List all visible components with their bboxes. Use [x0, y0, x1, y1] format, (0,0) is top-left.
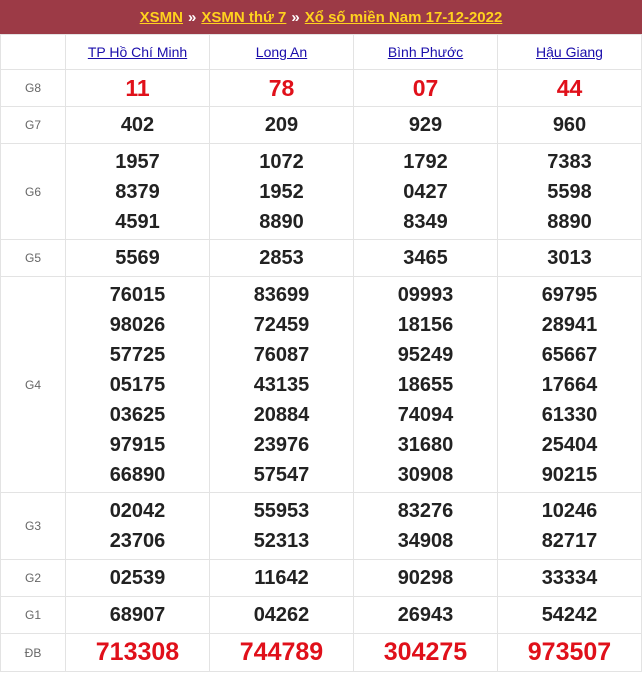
prize-number: 95249	[397, 343, 454, 366]
prize-number: 66890	[109, 463, 166, 486]
prize-number: 10246	[541, 500, 598, 522]
prize-number: 09993	[397, 283, 454, 306]
prize-cell	[66, 597, 210, 634]
province-link-binh-phuoc[interactable]: Bình Phước	[387, 44, 464, 60]
prize-number: 07	[412, 74, 439, 101]
prize-number: 90298	[397, 567, 454, 589]
prize-number: 76087	[253, 343, 310, 366]
prize-row-đb	[1, 634, 642, 672]
prize-number: 68907	[109, 604, 166, 626]
empty-header-cell	[1, 35, 66, 70]
prize-number: 744789	[239, 638, 324, 666]
prize-number: 20884	[253, 403, 310, 426]
prize-number: 03625	[109, 403, 166, 426]
prize-cell	[66, 70, 210, 107]
prize-number: 83276	[397, 500, 454, 522]
prize-row-g1	[1, 597, 642, 634]
prize-number: 5569	[115, 247, 160, 269]
province-link-hcm[interactable]: TP Hồ Chí Minh	[87, 44, 188, 60]
prize-number: 713308	[95, 638, 180, 666]
prize-number: 3013	[547, 247, 592, 269]
prize-cell	[498, 560, 642, 597]
prize-number: 26943	[397, 604, 454, 626]
prize-label: G8	[1, 70, 66, 107]
prize-cell	[354, 240, 498, 277]
prize-number: 54242	[541, 604, 598, 626]
prize-number: 8379	[115, 180, 160, 203]
prize-row-g5	[1, 240, 642, 277]
prize-number: 97915	[109, 433, 166, 456]
prize-label: G4	[1, 277, 66, 493]
prize-number: 1952	[259, 180, 304, 203]
prize-number: 04262	[253, 604, 310, 626]
prize-cell	[498, 634, 642, 672]
prize-cell	[210, 144, 354, 240]
prize-cell	[210, 493, 354, 560]
prize-number: 02042	[109, 500, 166, 522]
prize-label: G7	[1, 107, 66, 144]
prize-number: 61330	[541, 403, 598, 426]
prize-cell	[210, 560, 354, 597]
prize-cell	[210, 107, 354, 144]
prize-number: 55953	[253, 500, 310, 522]
prize-number: 18156	[397, 313, 454, 336]
prize-cell	[354, 144, 498, 240]
province-header-row	[1, 35, 642, 70]
prize-cell	[66, 144, 210, 240]
prize-number: 1792	[403, 150, 448, 173]
prize-cell	[66, 493, 210, 560]
prize-cell	[498, 240, 642, 277]
prize-number: 31680	[397, 433, 454, 456]
prize-number: 65667	[541, 343, 598, 366]
breadcrumb-separator: »	[188, 8, 197, 26]
prize-label: G2	[1, 560, 66, 597]
prize-number: 72459	[253, 313, 310, 336]
prize-cell	[354, 493, 498, 560]
prize-cell	[66, 634, 210, 672]
prize-number: 33334	[541, 567, 598, 589]
province-header	[498, 35, 642, 70]
prize-label: G1	[1, 597, 66, 634]
prize-number: 8349	[403, 210, 448, 233]
prize-number: 304275	[383, 638, 468, 666]
prize-rows	[1, 70, 642, 672]
prize-cell	[498, 144, 642, 240]
prize-number: 57725	[109, 343, 166, 366]
prize-cell	[66, 560, 210, 597]
prize-number: 57547	[253, 463, 310, 486]
prize-cell	[210, 240, 354, 277]
prize-cell	[354, 634, 498, 672]
prize-cell	[498, 107, 642, 144]
breadcrumb-day-link[interactable]: XSMN thứ 7	[201, 8, 287, 26]
prize-number: 5598	[547, 180, 592, 203]
prize-label: G5	[1, 240, 66, 277]
province-header	[354, 35, 498, 70]
prize-cell	[210, 70, 354, 107]
prize-number: 8890	[259, 210, 304, 233]
prize-cell	[498, 493, 642, 560]
prize-row-g3	[1, 493, 642, 560]
prize-cell	[210, 634, 354, 672]
prize-cell	[354, 597, 498, 634]
prize-number: 8890	[547, 210, 592, 233]
prize-cell	[66, 277, 210, 493]
prize-number: 25404	[541, 433, 598, 456]
prize-cell	[210, 597, 354, 634]
prize-number: 76015	[109, 283, 166, 306]
prize-label: G3	[1, 493, 66, 560]
prize-number: 402	[120, 114, 155, 136]
prize-label: G6	[1, 144, 66, 240]
breadcrumb-title-link[interactable]: Xổ số miền Nam 17-12-2022	[304, 8, 503, 26]
prize-number: 23706	[109, 530, 166, 552]
prize-cell	[498, 277, 642, 493]
prize-number: 78	[268, 74, 295, 101]
prize-number: 973507	[527, 638, 612, 666]
prize-number: 23976	[253, 433, 310, 456]
prize-cell	[66, 107, 210, 144]
prize-cell	[354, 560, 498, 597]
prize-row-g7	[1, 107, 642, 144]
prize-number: 1072	[259, 150, 304, 173]
prize-number: 929	[408, 114, 443, 136]
prize-cell	[354, 277, 498, 493]
prize-number: 98026	[109, 313, 166, 336]
province-header	[210, 35, 354, 70]
prize-row-g2	[1, 560, 642, 597]
breadcrumb	[0, 0, 642, 34]
prize-number: 43135	[253, 373, 310, 396]
prize-number: 960	[552, 114, 587, 136]
prize-cell	[498, 597, 642, 634]
province-link-hau-giang[interactable]: Hậu Giang	[536, 44, 603, 60]
prize-number: 18655	[397, 373, 454, 396]
prize-number: 3465	[403, 247, 448, 269]
prize-number: 90215	[541, 463, 598, 486]
prize-cell	[210, 277, 354, 493]
prize-number: 02539	[109, 567, 166, 589]
prize-cell	[354, 107, 498, 144]
prize-row-g8	[1, 70, 642, 107]
prize-number: 82717	[541, 530, 598, 552]
province-header	[66, 35, 210, 70]
prize-number: 52313	[253, 530, 310, 552]
prize-number: 30908	[397, 463, 454, 486]
breadcrumb-separator: »	[291, 8, 300, 26]
prize-number: 7383	[547, 150, 592, 173]
prize-number: 11	[125, 74, 150, 101]
prize-number: 05175	[109, 373, 166, 396]
prize-number: 17664	[541, 373, 598, 396]
prize-number: 44	[556, 74, 583, 101]
prize-number: 28941	[541, 313, 598, 336]
prize-number: 1957	[115, 150, 160, 173]
breadcrumb-xsmn-link[interactable]: XSMN	[139, 8, 183, 26]
prize-cell	[66, 240, 210, 277]
prize-number: 209	[264, 114, 299, 136]
prize-row-g6	[1, 144, 642, 240]
prize-number: 2853	[259, 247, 304, 269]
prize-number: 69795	[541, 283, 598, 306]
prize-number: 4591	[115, 210, 160, 233]
prize-number: 34908	[397, 530, 454, 552]
province-link-long-an[interactable]: Long An	[255, 44, 308, 60]
prize-row-g4	[1, 277, 642, 493]
prize-number: 83699	[253, 283, 310, 306]
prize-number: 74094	[397, 403, 454, 426]
prize-cell	[498, 70, 642, 107]
prize-label: ĐB	[1, 634, 66, 672]
prize-number: 0427	[403, 180, 448, 203]
results-table	[0, 34, 642, 672]
prize-cell	[354, 70, 498, 107]
prize-number: 11642	[254, 567, 309, 589]
